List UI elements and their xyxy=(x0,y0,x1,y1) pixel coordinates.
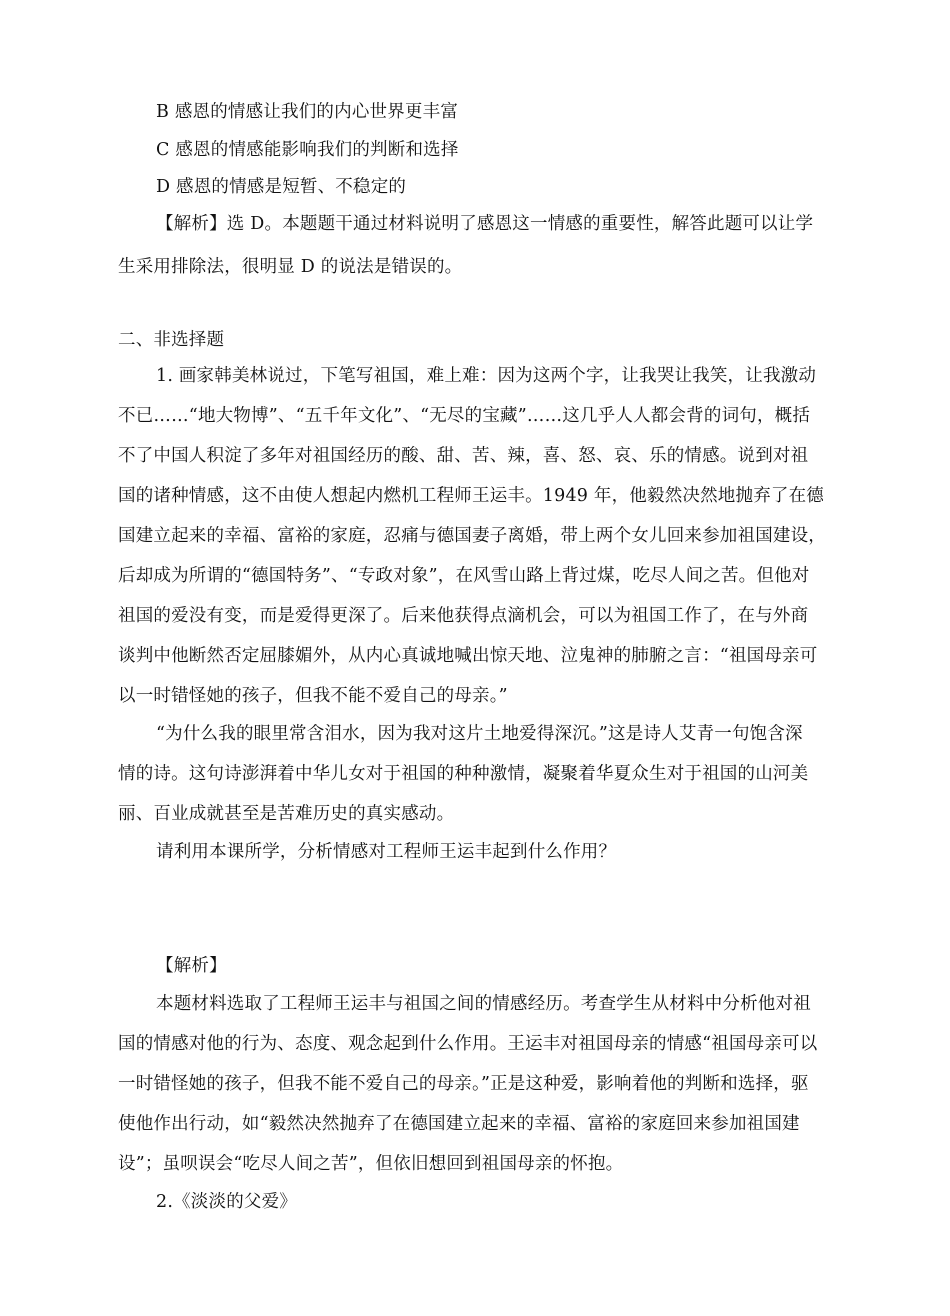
q1-line: 谈判中他断然否定屈膝媚外，从内心真诚地喊出惊天地、泣鬼神的肺腑之言：“祖国母亲可 xyxy=(118,646,818,666)
q1-line: 国的诸种情感，这不由使人想起内燃机工程师王运丰。1949 年，他毅然决然地抛弃了在德 xyxy=(118,486,824,506)
analysis2-line: 使他作出行动，如“毅然决然抛弃了在德国建立起来的幸福、富裕的家庭回来参加祖国建 xyxy=(118,1114,800,1134)
poem-line: “为什么我的眼里常含泪水，因为我对这片土地爱得深沉。”这是诗人艾青一句饱含深 xyxy=(156,724,803,744)
analysis2-line: 本题材料选取了工程师王运丰与祖国之间的情感经历。考查学生从材料中分析他对祖 xyxy=(156,994,811,1014)
q1-line: 国建立起来的幸福、富裕的家庭，忍痛与德国妻子离婚，带上两个女儿回来参加祖国建设， xyxy=(118,526,826,546)
section-heading: 二、非选择题 xyxy=(118,330,225,350)
poem-line: 情的诗。这句诗澎湃着中华儿女对于祖国的种种激情，凝聚着华夏众生对于祖国的山河美 xyxy=(118,764,809,784)
q1-question: 请利用本课所学，分析情感对工程师王运丰起到什么作用？ xyxy=(156,842,617,862)
analysis2-line: 设”；虽呗误会“吃尽人间之苦”，但依旧想回到祖国母亲的怀抱。 xyxy=(118,1154,624,1174)
q1-line: 后却成为所谓的“德国特务”、“专政对象”，在风雪山路上背过煤，吃尽人间之苦。但他对 xyxy=(118,566,810,586)
q1-line: 不了中国人积淀了多年对祖国经历的酸、甜、苦、辣，喜、怒、哀、乐的情感。说到对祖 xyxy=(118,446,809,466)
analysis-line-2: 生采用排除法，很明显 D 的说法是错误的。 xyxy=(118,257,463,277)
q1-line: 1. 画家韩美林说过，下笔写祖国，难上难：因为这两个字，让我哭让我笑，让我激动 xyxy=(156,366,817,386)
q1-line: 以一时错怪她的孩子，但我不能不爱自己的母亲。” xyxy=(118,686,508,706)
poem-line: 丽、百业成就甚至是苦难历史的真实感动。 xyxy=(118,804,455,824)
q2-title: 2.《淡淡的父爱》 xyxy=(156,1192,297,1212)
analysis-line-1: 【解析】选 D。本题题干通过材料说明了感恩这一情感的重要性，解答此题可以让学 xyxy=(156,214,814,234)
option-b: B 感恩的情感让我们的内心世界更丰富 xyxy=(156,102,459,122)
q1-line: 不已……“地大物博”、“五千年文化”、“无尽的宝藏”……这几乎人人都会背的词句，概括 xyxy=(118,406,811,426)
analysis2-line: 国的情感对他的行为、态度、观念起到什么作用。王运丰对祖国母亲的情感“祖国母亲可以 xyxy=(118,1034,818,1054)
option-c: C 感恩的情感能影响我们的判断和选择 xyxy=(156,140,459,160)
analysis2-line: 一时错怪她的孩子，但我不能不爱自己的母亲。”正是这种爱，影响着他的判断和选择，驱 xyxy=(118,1074,809,1094)
analysis2-heading: 【解析】 xyxy=(156,956,227,976)
option-d: D 感恩的情感是短暂、不稳定的 xyxy=(156,177,407,197)
q1-line: 祖国的爱没有变，而是爱得更深了。后来他获得点滴机会，可以为祖国工作了，在与外商 xyxy=(118,606,809,626)
